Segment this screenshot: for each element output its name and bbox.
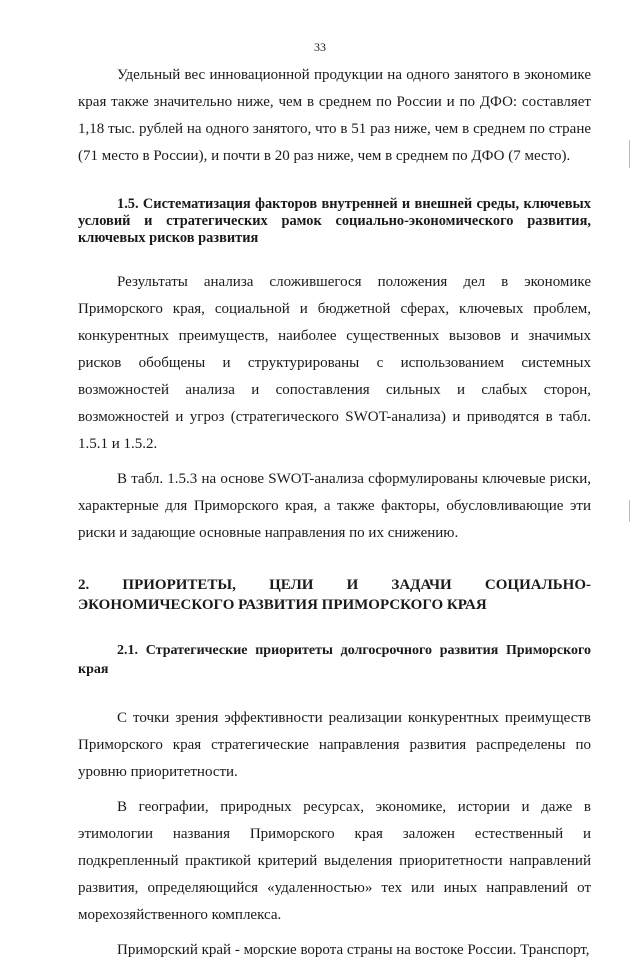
paragraph-innovation-share: Удельный вес инновационной продукции на одного занятого в экономике края также значительно ниже, чем в среднем по России и по ДФО: составляет 1,18 тыс. рублей на одного занятого, что в 51 раз ниже, чем в среднем по стране (71 место в России), и почти в 20 раз ниже, чем в среднем по ДФО (7 место). xyxy=(78,67,591,164)
scan-margin-mark xyxy=(629,500,630,522)
heading-section-2: 2. ПРИОРИТЕТЫ, ЦЕЛИ И ЗАДАЧИ СОЦИАЛЬНО-ЭКОНОМИЧЕСКОГО РАЗВИТИЯ ПРИМОРСКОГО КРАЯ xyxy=(78,577,591,613)
paragraph-geography: В географии, природных ресурсах, экономике, истории и даже в этимологии названия Приморского края заложен естественный и подкрепленный практикой критерий выделения приоритетности направлений развития, определяющийся «удаленностью» тех или иных направлений от морехозяйственного комплекса. xyxy=(78,799,591,923)
heading-section-1-5: 1.5. Систематизация факторов внутренней и внешней среды, ключевых условий и стратегических рамок социально-экономического развития, ключевых рисков развития xyxy=(78,196,591,246)
heading-section-2-1: 2.1. Стратегические приоритеты долгосрочного развития Приморского края xyxy=(78,643,591,677)
page-number: 33 xyxy=(314,40,326,54)
page-content xyxy=(78,62,591,964)
paragraph-sea-gates: Приморский край - морские ворота страны на востоке России. Транспорт, xyxy=(117,942,590,958)
paragraph-priorities: С точки зрения эффективности реализации конкурентных преимуществ Приморского края стратегические направления развития распределены по уровню приоритетности. xyxy=(78,710,591,780)
scan-margin-mark xyxy=(629,140,630,168)
paragraph-analysis-results: Результаты анализа сложившегося положения дел в экономике Приморского края, социальной и бюджетной сферах, ключевых проблем, конкурентных преимуществ, наиболее существенных вызовов и значимых рисков обобщены и структурированы с использованием системных возможностей анализа и сопоставления сильных и слабых сторон, возможностей и угроз (стратегического SWOT-анализа) и приводятся в табл. 1.5.1 и 1.5.2. xyxy=(78,274,591,452)
paragraph-key-risks: В табл. 1.5.3 на основе SWOT-анализа сформулированы ключевые риски, характерные для Приморского края, а также факторы, обусловливающие эти риски и задающие основные направления по их снижению. xyxy=(78,471,591,541)
